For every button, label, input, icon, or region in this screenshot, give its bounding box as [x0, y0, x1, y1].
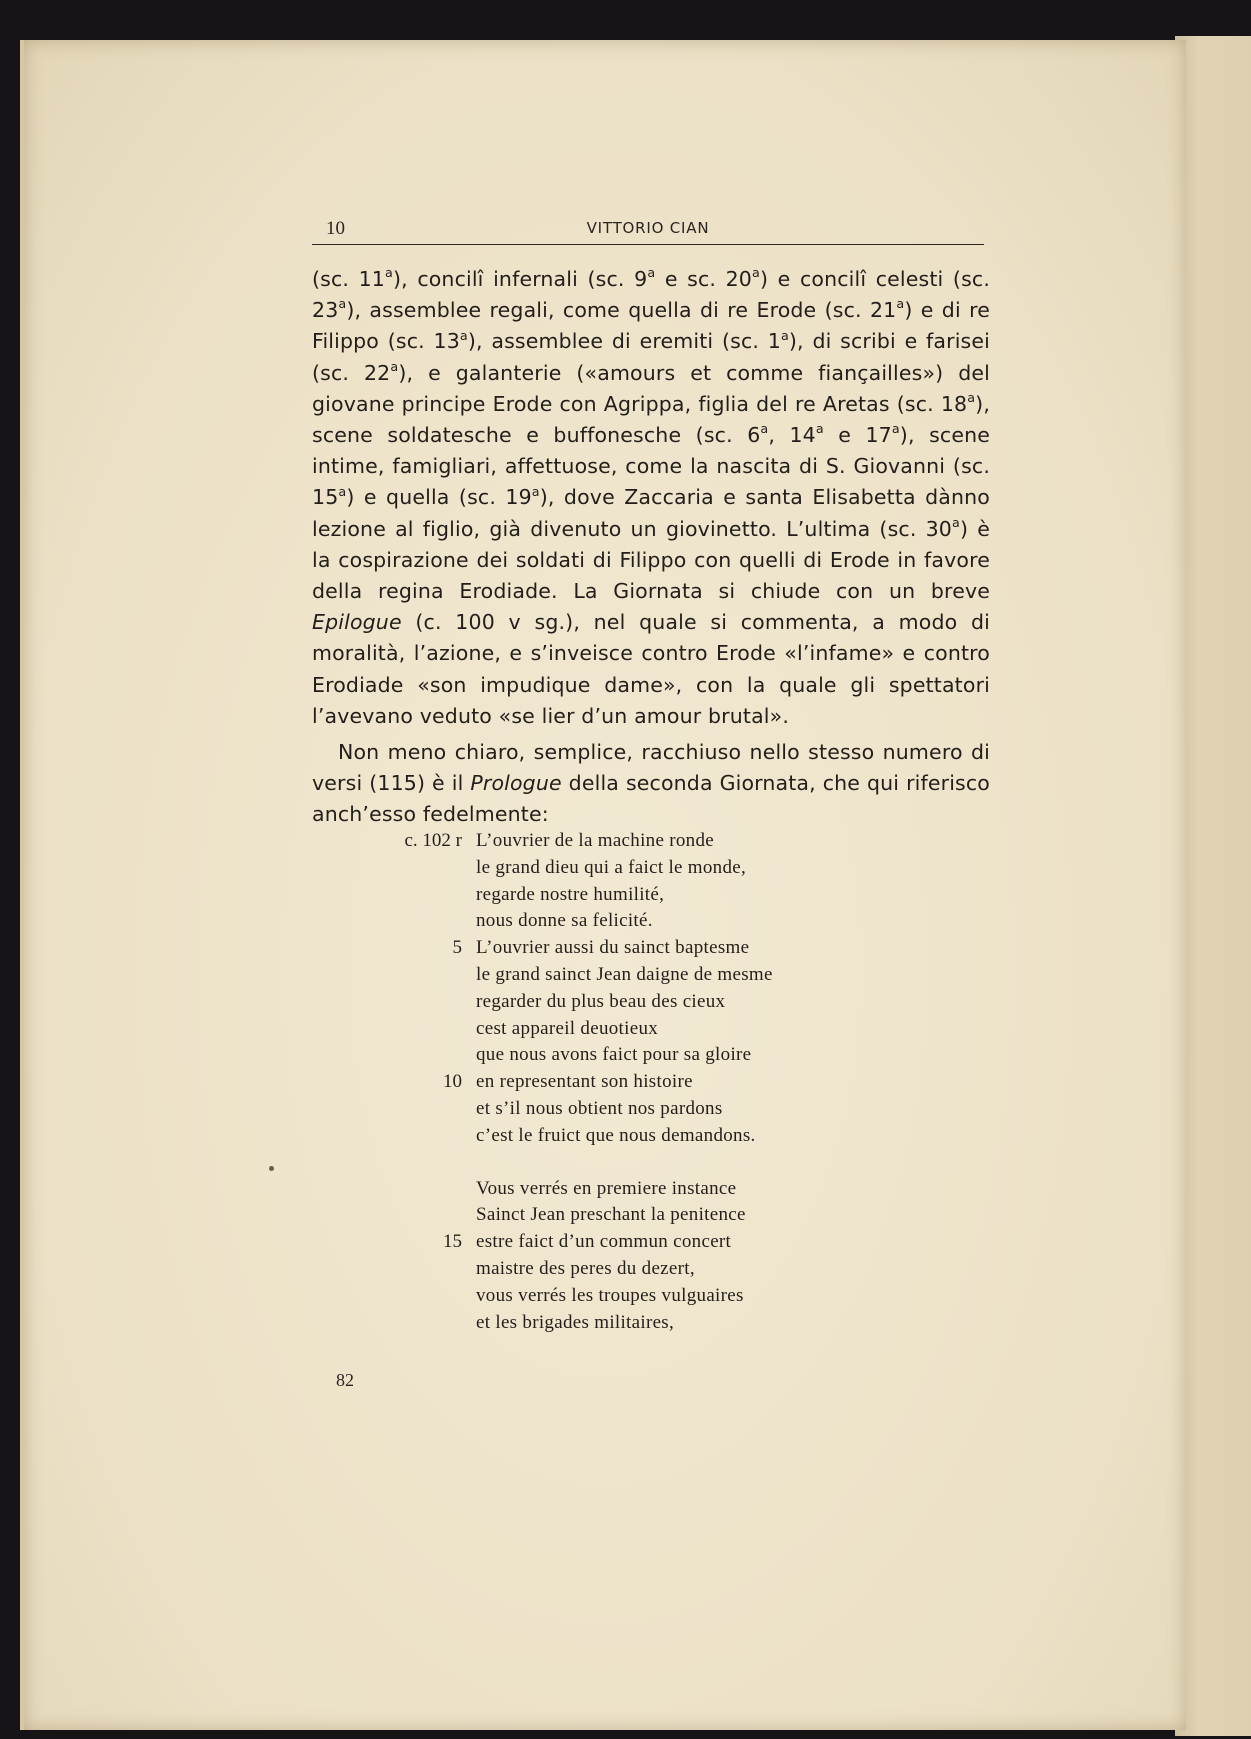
- verse-line: [380, 1096, 980, 1123]
- verse-text: c’est le fruict que nous demandons.: [476, 1124, 756, 1146]
- verse-line: [380, 1176, 980, 1203]
- adjacent-page-edge: [1175, 36, 1251, 1736]
- verse-text: que nous avons faict pour sa gloire: [476, 1044, 752, 1066]
- verse-line: [380, 882, 980, 909]
- verse-number: [380, 1310, 476, 1337]
- verse-text: estre faict d’un commun concert: [476, 1231, 732, 1253]
- verse-line: [380, 989, 980, 1016]
- verse-number: [380, 882, 476, 909]
- verse-text: le grand dieu qui a faict le monde,: [476, 856, 747, 878]
- verse-text: et les brigades militaires,: [476, 1311, 675, 1333]
- page-number: 10: [326, 218, 345, 239]
- stanza-1: [380, 828, 980, 1150]
- verse-text: cest appareil deuotieux: [476, 1017, 659, 1039]
- prologue-title: Prologue: [470, 771, 562, 796]
- verse-number: [380, 962, 476, 989]
- verse-number: [380, 1256, 476, 1283]
- verse-text: vous verrés les troupes vulguaires: [476, 1284, 744, 1306]
- verse-line: [380, 908, 980, 935]
- verse-text: en representant son histoire: [476, 1071, 693, 1093]
- folio-number: 82: [336, 1370, 354, 1390]
- verse-number: c. 102 r: [404, 830, 462, 851]
- verse-block: [380, 828, 980, 1336]
- verse-line: [380, 1256, 980, 1283]
- verse-number: [380, 908, 476, 935]
- verse-text: L’ouvrier aussi du sainct baptesme: [476, 937, 750, 959]
- verse-text: L’ouvrier de la machine ronde: [476, 830, 715, 851]
- verse-text: nous donne sa felicité.: [476, 910, 653, 932]
- verse-number: [380, 855, 476, 882]
- verse-number: [380, 1096, 476, 1123]
- verse-number: 10: [443, 1071, 462, 1093]
- body-text: [312, 264, 990, 831]
- verse-number: [380, 989, 476, 1016]
- verse-text: maistre des peres du dezert,: [476, 1257, 695, 1279]
- verse-line: [380, 1042, 980, 1069]
- verse-line: [380, 962, 980, 989]
- verse-number: [380, 1042, 476, 1069]
- verse-number: [380, 1202, 476, 1229]
- page-header: [312, 214, 984, 245]
- verse-line: [380, 1123, 980, 1150]
- stanza-2: [380, 1176, 980, 1337]
- verse-line: [380, 1310, 980, 1337]
- ink-speck: [269, 1166, 274, 1171]
- verse-text: Sainct Jean preschant la penitence: [476, 1204, 746, 1226]
- verse-text: Vous verrés en premiere instance: [476, 1177, 737, 1199]
- verse-text: et s’il nous obtient nos pardons: [476, 1097, 723, 1119]
- verse-line: [380, 828, 980, 855]
- verse-number: 15: [443, 1231, 462, 1253]
- verse-line: [380, 1229, 980, 1256]
- verse-line: [380, 1283, 980, 1310]
- verse-number: [380, 1016, 476, 1043]
- verse-number: [380, 1123, 476, 1150]
- epilogue-title: Epilogue: [312, 610, 402, 635]
- stanza-gap: [380, 1150, 980, 1176]
- running-head: VITTORIO CIAN: [586, 219, 710, 237]
- verse-number: [380, 1176, 476, 1203]
- paragraph-2: Non meno chiaro, semplice, racchiuso nello stesso numero di versi (115) è il Prologue della seconda Giornata, che qui riferisco anch’esso fedelmente:: [312, 740, 990, 827]
- verse-number: 5: [452, 937, 462, 959]
- verse-text: regarder du plus beau des cieux: [476, 990, 726, 1012]
- verse-line: [380, 855, 980, 882]
- paragraph-1: (sc. 11$^a$), concilî infernali (sc. 9$^a$ e sc. 20$^a$) e concilî celesti (sc. 23$^a$), assemblee regali, come quella di re Erode (sc. 21$^a$) e di re Filippo (sc. 13$^a$), assemblee di eremiti (sc. 1$^a$), di scribi e farisei (sc. 22$^a$), e galanterie («amours et comme fiançailles») del giovane principe Erode con Agrippa, figlia del re Aretas (sc. 18$^a$), scene soldatesche e buffonesche (sc. 6$^a$, 14$^a$ e 17$^a$), scene intime, famigliari, affettuose, come la nascita di S. Giovanni (sc. 15$^a$) e quella (sc. 19$^a$), dove Zaccaria e santa Elisabetta dànno lezione al figlio, già divenuto un giovinetto. L’ultima (sc. 30$^a$) è la cospirazione dei soldati di Filippo con quelli di Erode in favore della regina Erodiade. La Giornata si chiude con un breve Epilogue (c. 100 v sg.), nel quale si commenta, a modo di moralità, l’azione, e s’inveisce contro Erode «l’infame» e contro Erodiade «son impudique dame», con la quale gli spettatori l’avevano veduto «se lier d’un amour brutal».: [312, 265, 991, 728]
- verse-line: [380, 1016, 980, 1043]
- verse-number: [380, 1283, 476, 1310]
- verse-text: le grand sainct Jean daigne de mesme: [476, 963, 773, 985]
- verse-line: [380, 1069, 980, 1096]
- verse-line: [380, 935, 980, 962]
- verse-line: [380, 1202, 980, 1229]
- verse-text: regarde nostre humilité,: [476, 883, 665, 905]
